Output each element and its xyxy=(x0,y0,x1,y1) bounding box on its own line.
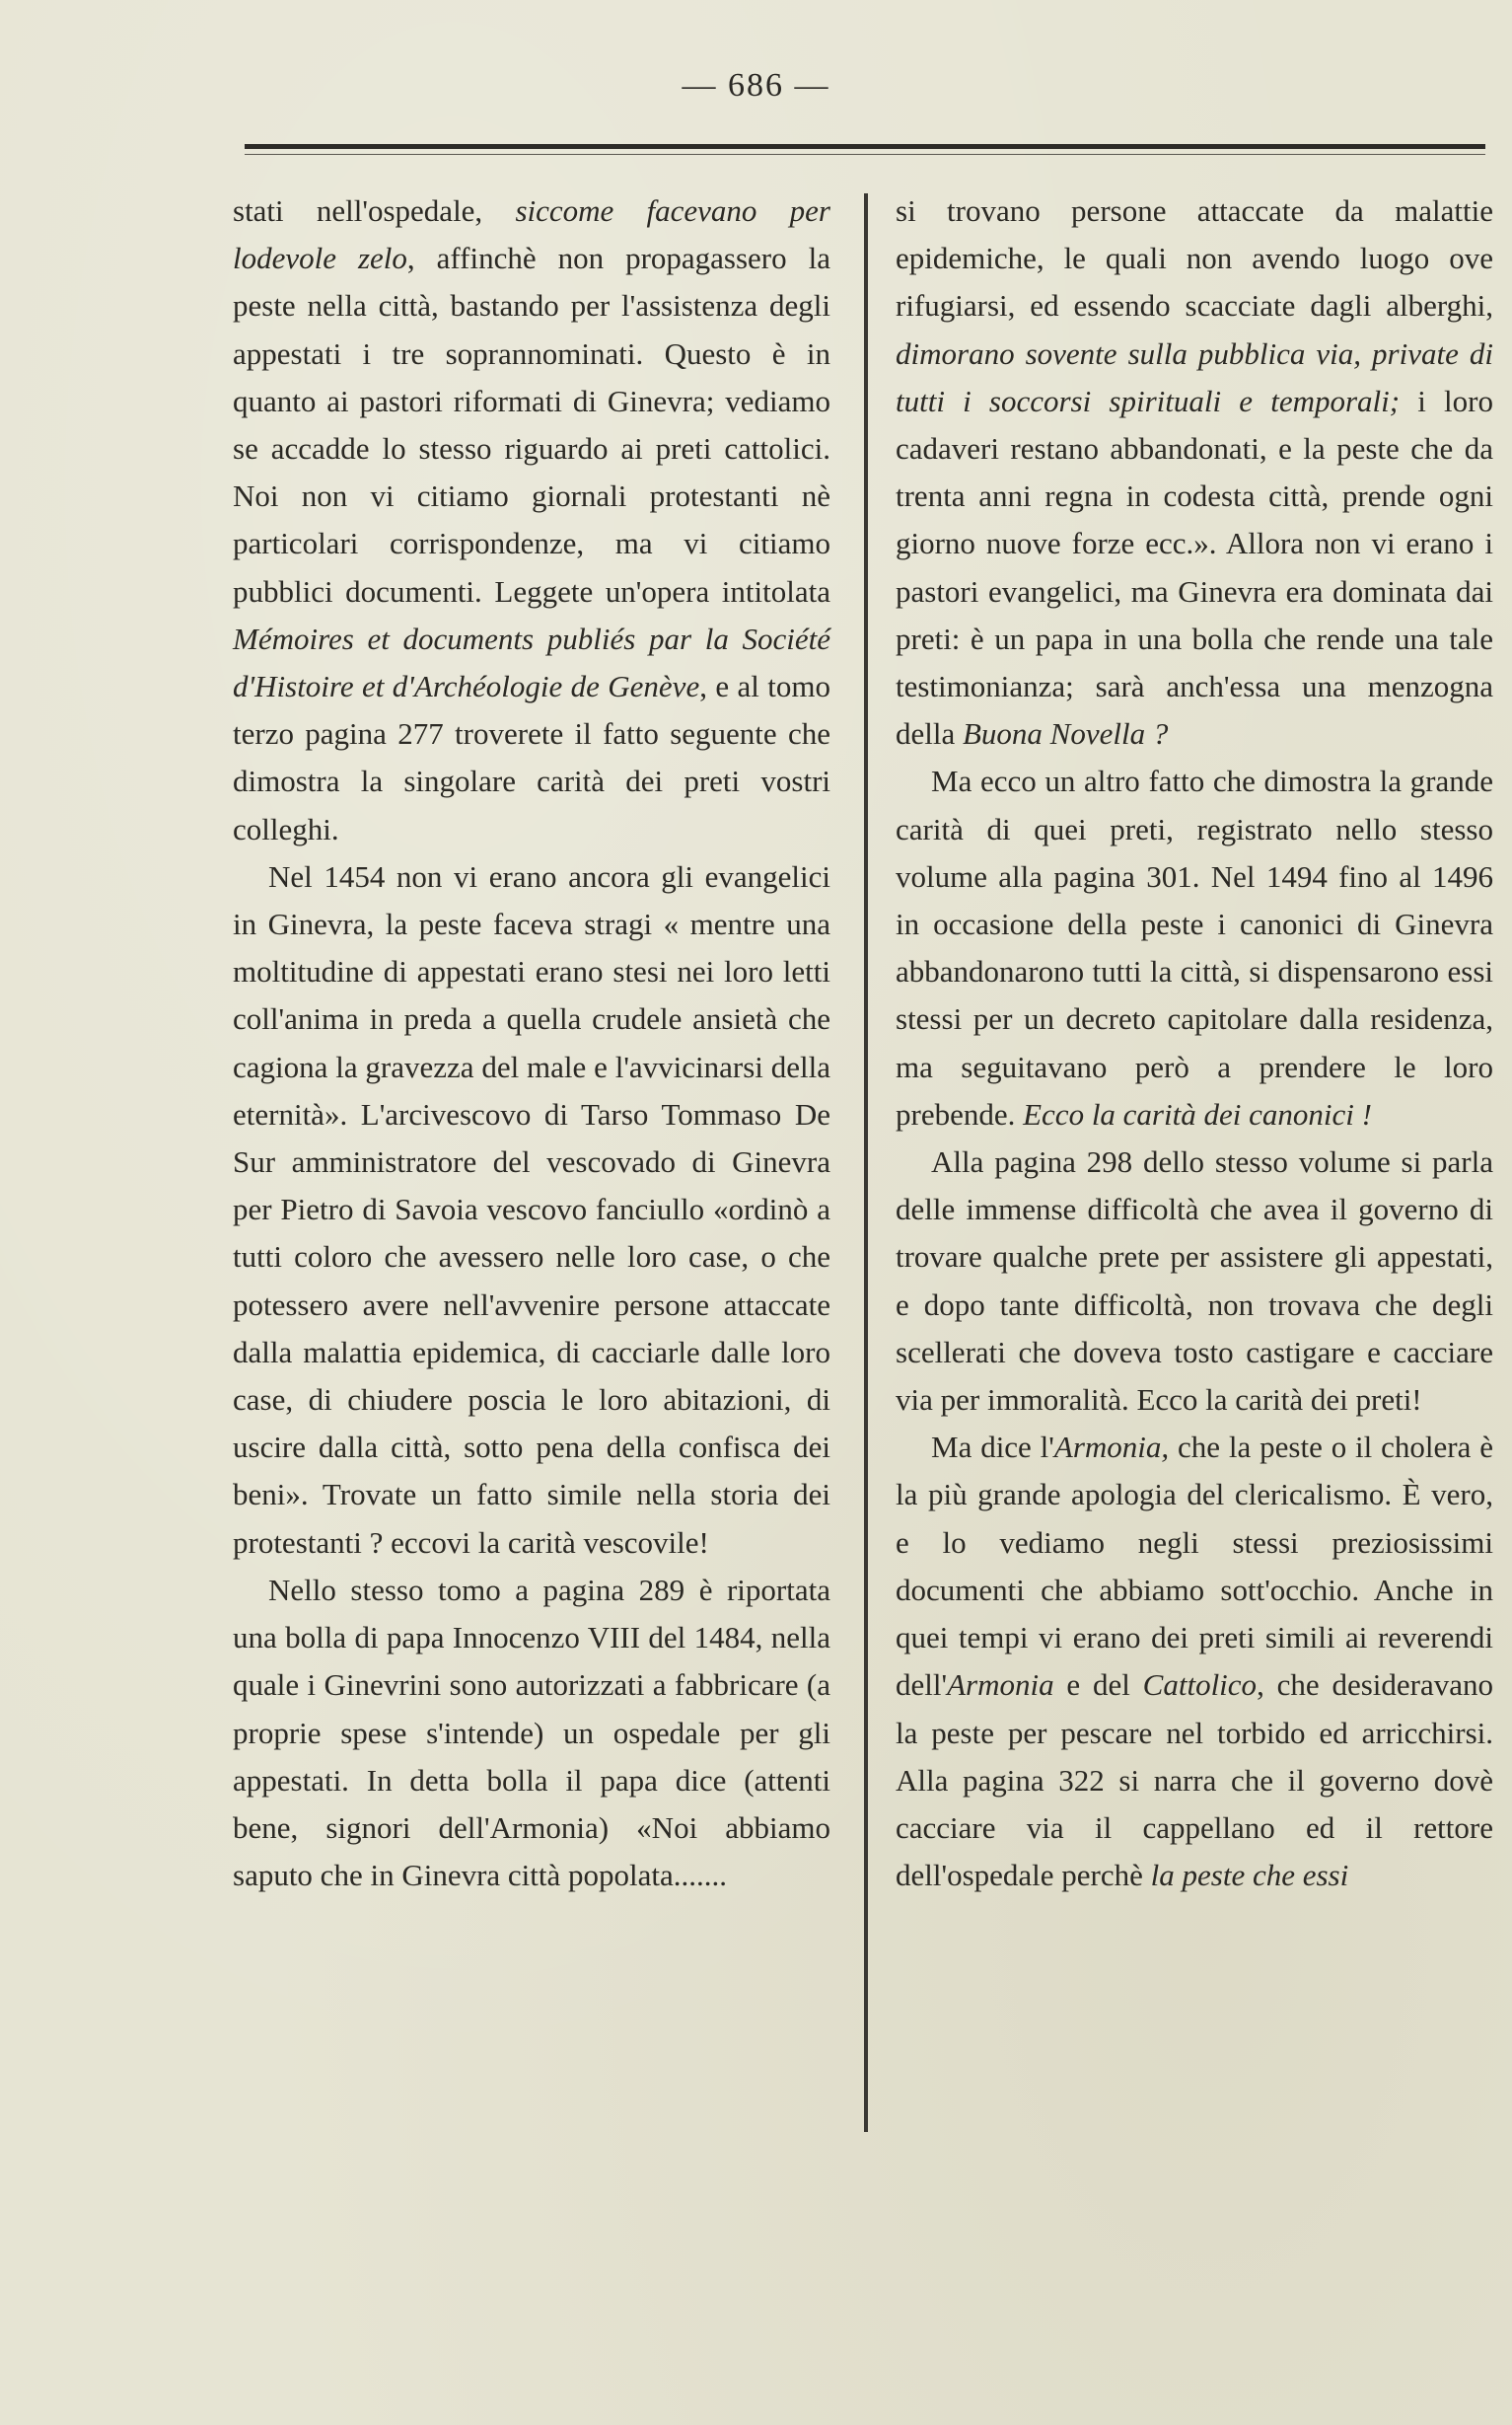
paragraph-4: si trovano persone attaccate da malattie epidemiche, le quali non avendo luogo ove rifugiarsi, ed essendo scacciate dagli alberghi, dimorano sovente sulla pubblica via, private di tutti i soccorsi spirituali e temporali; i loro cadaveri restano abbandonati, e la peste che da trenta anni regna in codesta città, prende ogni giorno nuove forze ecc.». Allora non vi erano i pastori evangelici, ma Ginevra era dominata dai preti: è un papa in una bolla che rende una tale testimonianza; sarà anch'essa una menzogna della Buona Novella ? xyxy=(896,193,1493,752)
paragraph-1: stati nell'ospedale, siccome facevano per lodevole zelo, affinchè non propagassero la peste nella città, bastando per l'assistenza degli appestati i tre soprannominati. Questo è in quanto ai pastori riformati di Ginevra; vediamo se accadde lo stesso riguardo ai preti cattolici. Noi non vi citiamo giornali protestanti nè particolari corrispondenze, ma vi citiamo pubblici documenti. Leggete un'opera intitolata Mémoires et documents publiés par la Société d'Histoire et d'Archéologie de Genève, e al tomo terzo pagina 277 troverete il fatto seguente che dimostra la singolare carità dei preti vostri colleghi. xyxy=(233,193,830,846)
paragraph-5: Ma ecco un altro fatto che dimostra la grande carità di quei preti, registrato nello stesso volume alla pagina 301. Nel 1494 fino al 1496 in occasione della peste i canonici di Ginevra abbandonarono tutti la città, si dispensarono essi stessi per un decreto capitolare dalla residenza, ma seguitavano però a prendere le loro prebende. Ecco la carità dei canonici ! xyxy=(896,764,1493,1132)
paragraph-7: Ma dice l'Armonia, che la peste o il cholera è la più grande apologia del clericalismo. È vero, e lo vediamo negli stessi preziosissimi documenti che abbiamo sott'occhio. Anche in quei tempi vi erano dei preti simili ai reverendi dell'Armonia e del Cattolico, che desideravano la peste per pescare nel torbido ed arricchirsi. Alla pagina 322 si narra che il governo dovè cacciare via il cappellano ed il rettore dell'ospedale perchè la peste che essi xyxy=(896,1430,1493,1893)
header-rule-thin xyxy=(245,154,1485,155)
left-column xyxy=(233,187,830,1899)
paragraph-6: Alla pagina 298 dello stesso volume si parla delle immense difficoltà che avea il governo di trovare qualche prete per assistere gli appestati, e dopo tante difficoltà, non trovava che degli scellerati che doveva tosto castigare e cacciare via per immoralità. Ecco la carità dei preti! xyxy=(896,1144,1493,1418)
column-divider xyxy=(864,193,868,2132)
paragraph-3: Nello stesso tomo a pagina 289 è riportata una bolla di papa Innocenzo VIII del 1484, nella quale i Ginevrini sono autorizzati a fabbricare (a proprie spese s'intende) un ospedale per gli appestati. In detta bolla il papa dice (attenti bene, signori dell'Armonia) «Noi abbiamo saputo che in Ginevra città popolata....... xyxy=(233,1572,830,1893)
header-rule xyxy=(245,144,1485,149)
right-column xyxy=(896,187,1493,1899)
page-number: — 686 — xyxy=(682,67,830,104)
paragraph-2: Nel 1454 non vi erano ancora gli evangelici in Ginevra, la peste faceva stragi « mentre una moltitudine di appestati erano stesi nei loro letti coll'anima in preda a quella crudele ansietà che cagiona la gravezza del male e l'avvicinarsi della eternità». L'arcivescovo di Tarso Tommaso De Sur amministratore del vescovado di Ginevra per Pietro di Savoia vescovo fanciullo «ordinò a tutti coloro che avessero nelle loro case, o che potessero avere nell'avvenire persone attaccate dalla malattia epidemica, di cacciarle dalle loro case, di chiudere poscia le loro abitazioni, di uscire dalla città, sotto pena della confisca dei beni». Trovate un fatto simile nella storia dei protestanti ? eccovi la carità vescovile! xyxy=(233,858,830,1560)
